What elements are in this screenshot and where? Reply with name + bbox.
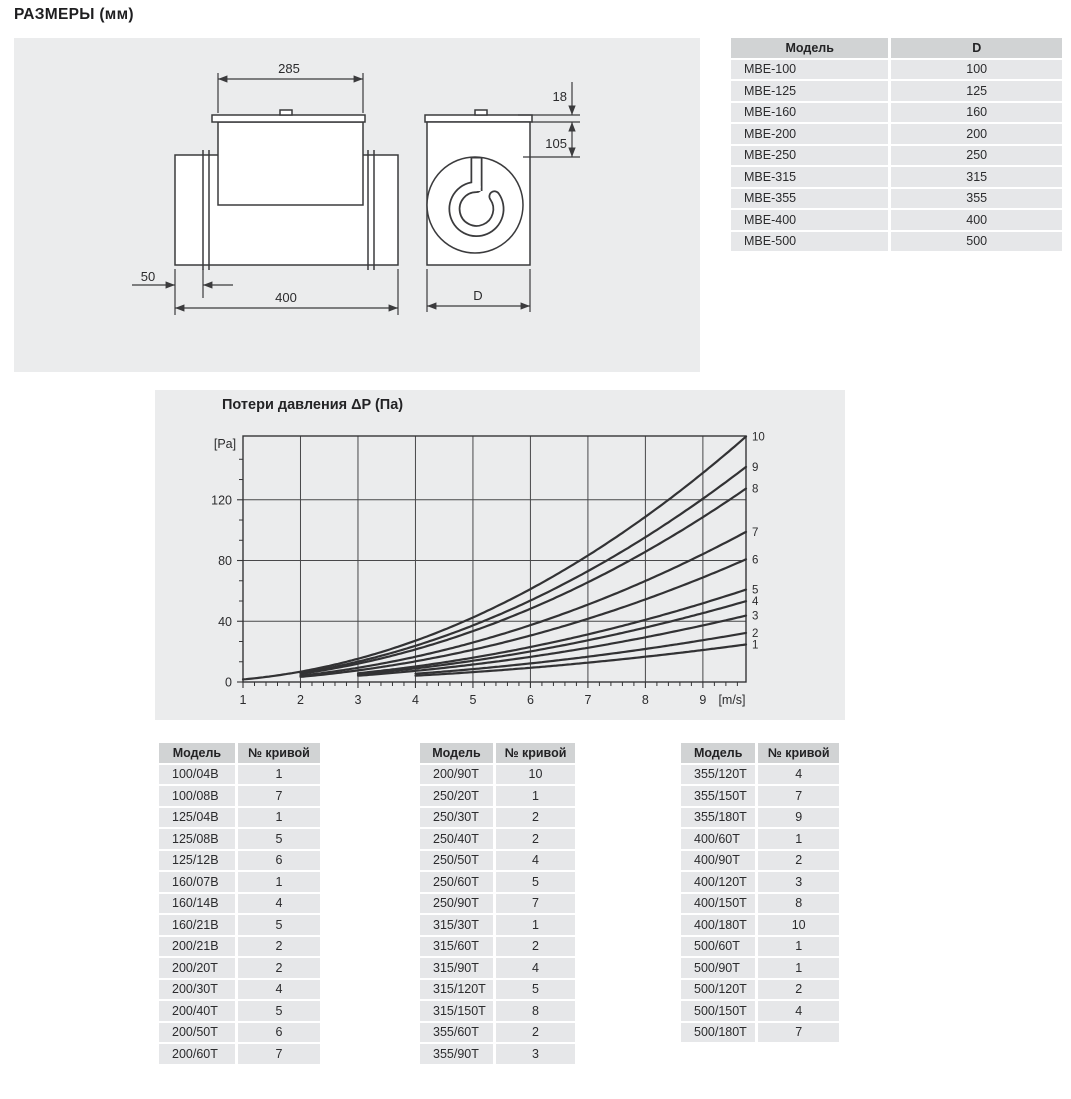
model-cell: 400/90Т: [681, 851, 755, 871]
model-cell: 250/20Т: [420, 786, 493, 806]
dim-50-label: 50: [140, 269, 156, 284]
x-tick-label: 5: [469, 693, 477, 707]
value-cell: 8: [496, 1001, 575, 1021]
model-cell: 200/50Т: [159, 1023, 235, 1043]
table-row: [420, 872, 575, 892]
table-row: [420, 765, 575, 785]
table-row: [420, 786, 575, 806]
value-cell: 1: [758, 829, 839, 849]
model-cell: МВЕ-100: [731, 60, 888, 80]
value-cell: 7: [758, 786, 839, 806]
model-cell: МВЕ-355: [731, 189, 888, 209]
x-tick-label: 7: [584, 693, 592, 707]
table-row: [159, 808, 320, 828]
y-tick-label: 80: [218, 554, 232, 569]
terminal-box-cover-end: [425, 115, 532, 122]
table-header-row: [159, 743, 320, 763]
model-cell: 100/08В: [159, 786, 235, 806]
curve-label-9: 9: [752, 461, 759, 474]
value-cell: 2: [496, 808, 575, 828]
x-tick-label: 8: [641, 693, 649, 707]
value-cell: 400: [891, 210, 1062, 230]
table-row: [681, 915, 839, 935]
model-cell: 200/20Т: [159, 958, 235, 978]
value-cell: 200: [891, 124, 1062, 144]
table-row: [681, 1001, 839, 1021]
table-row: [159, 980, 320, 1000]
table-row: [159, 894, 320, 914]
value-cell: 500: [891, 232, 1062, 252]
value-cell: 5: [496, 980, 575, 1000]
value-cell: 5: [238, 1001, 320, 1021]
model-cell: 355/120Т: [681, 765, 755, 785]
dimensions-drawing-panel: [14, 38, 700, 372]
column-header-model: Модель: [159, 743, 235, 763]
table-row: [681, 786, 839, 806]
model-cell: МВЕ-400: [731, 210, 888, 230]
table-row: [159, 872, 320, 892]
table-row: [420, 980, 575, 1000]
column-header-model: Модель: [731, 38, 888, 58]
table-row: [159, 829, 320, 849]
model-cell: 355/60Т: [420, 1023, 493, 1043]
value-cell: 1: [758, 958, 839, 978]
model-cell: 200/90Т: [420, 765, 493, 785]
model-cell: 400/150Т: [681, 894, 755, 914]
curve-2: [416, 633, 747, 674]
model-cell: 160/21В: [159, 915, 235, 935]
value-cell: 250: [891, 146, 1062, 166]
y-tick-label: 120: [211, 493, 232, 508]
table-row: [681, 980, 839, 1000]
model-cell: 315/90Т: [420, 958, 493, 978]
value-cell: 1: [238, 765, 320, 785]
table-row: [731, 189, 1062, 209]
value-cell: 2: [496, 829, 575, 849]
value-cell: 160: [891, 103, 1062, 123]
value-cell: 2: [758, 980, 839, 1000]
curve-label-10: 10: [752, 431, 765, 444]
model-cell: 200/60Т: [159, 1044, 235, 1064]
model-cell: МВЕ-250: [731, 146, 888, 166]
duct-heater-drawing: [14, 38, 700, 372]
x-tick-label: 9: [699, 693, 707, 707]
table-row: [681, 765, 839, 785]
table-row: [731, 146, 1062, 166]
model-cell: 160/14В: [159, 894, 235, 914]
dim-105-label: 105: [545, 136, 567, 151]
curve-table-2: [417, 741, 578, 1066]
table-row: [681, 937, 839, 957]
dim-400-label: 400: [275, 290, 297, 305]
curve-table-1: [156, 741, 323, 1066]
model-cell: 250/40Т: [420, 829, 493, 849]
value-cell: 7: [496, 894, 575, 914]
value-cell: 1: [758, 937, 839, 957]
model-cell: 125/08В: [159, 829, 235, 849]
curve-table-1-wrap: [156, 741, 323, 1066]
table-row: [420, 958, 575, 978]
table-row: [681, 829, 839, 849]
curve-label-1: 1: [752, 639, 759, 652]
table-row: [159, 786, 320, 806]
model-cell: 500/90Т: [681, 958, 755, 978]
value-cell: 4: [496, 851, 575, 871]
value-cell: 4: [238, 894, 320, 914]
terminal-box: [218, 122, 363, 205]
value-cell: 4: [238, 980, 320, 1000]
value-cell: 7: [238, 1044, 320, 1064]
value-cell: 4: [758, 1001, 839, 1021]
table-row: [159, 1044, 320, 1064]
chart-title: Потери давления ΔP (Па): [222, 397, 404, 413]
x-tick-label: 1: [239, 693, 247, 707]
table-row: [731, 81, 1062, 101]
model-cell: МВЕ-125: [731, 81, 888, 101]
model-cell: 500/60Т: [681, 937, 755, 957]
value-cell: 3: [758, 872, 839, 892]
model-cell: 200/40Т: [159, 1001, 235, 1021]
page-title: РАЗМЕРЫ (мм): [14, 6, 134, 23]
model-cell: 250/90Т: [420, 894, 493, 914]
model-cell: 400/60Т: [681, 829, 755, 849]
table-row: [731, 103, 1062, 123]
table-row: [731, 232, 1062, 252]
table-row: [731, 167, 1062, 187]
dim-d-label: D: [473, 288, 483, 303]
curve-label-7: 7: [752, 526, 759, 539]
model-cell: 500/120Т: [681, 980, 755, 1000]
y-tick-label: 40: [218, 614, 232, 629]
table-row: [159, 851, 320, 871]
curve-label-4: 4: [752, 596, 759, 609]
table-header-row: [681, 743, 839, 763]
value-cell: 125: [891, 81, 1062, 101]
curve-4: [358, 601, 746, 674]
curve-9: [301, 467, 747, 673]
x-tick-label: 2: [297, 693, 304, 707]
model-cell: 160/07В: [159, 872, 235, 892]
side-view: [175, 110, 398, 270]
column-header-curve: № кривой: [238, 743, 320, 763]
model-cell: 200/30Т: [159, 980, 235, 1000]
table-row: [681, 808, 839, 828]
pressure-loss-chart: [155, 390, 845, 720]
value-cell: 5: [238, 829, 320, 849]
table-header-row: [731, 38, 1062, 58]
value-cell: 1: [496, 786, 575, 806]
column-header-d: D: [891, 38, 1062, 58]
model-cell: 315/150Т: [420, 1001, 493, 1021]
table-row: [731, 124, 1062, 144]
curve-table-3-wrap: [678, 741, 842, 1044]
y-tick-label: 0: [225, 675, 232, 690]
value-cell: 315: [891, 167, 1062, 187]
table-row: [159, 765, 320, 785]
model-cell: 500/180Т: [681, 1023, 755, 1043]
column-header-model: Модель: [681, 743, 755, 763]
model-cell: 125/12В: [159, 851, 235, 871]
value-cell: 2: [496, 1023, 575, 1043]
x-tick-label: 4: [411, 693, 419, 707]
table-row: [159, 1023, 320, 1043]
terminal-box-cover: [212, 115, 365, 122]
x-axis-unit-label: [m/s]: [718, 693, 746, 707]
value-cell: 5: [496, 872, 575, 892]
cover-knob-end: [475, 110, 487, 115]
dim-285-label: 285: [278, 61, 300, 76]
table-row: [420, 894, 575, 914]
table-row: [681, 894, 839, 914]
value-cell: 100: [891, 60, 1062, 80]
y-axis-unit-label: [Pa]: [213, 437, 237, 451]
model-cell: 125/04В: [159, 808, 235, 828]
value-cell: 10: [496, 765, 575, 785]
dim-18-label: 18: [552, 89, 567, 104]
value-cell: 3: [496, 1044, 575, 1064]
curve-10: [243, 437, 746, 680]
value-cell: 2: [238, 958, 320, 978]
value-cell: 2: [758, 851, 839, 871]
value-cell: 355: [891, 189, 1062, 209]
table-row: [420, 851, 575, 871]
curve-label-2: 2: [752, 627, 759, 640]
column-header-curve: № кривой: [758, 743, 839, 763]
model-cell: МВЕ-160: [731, 103, 888, 123]
model-cell: 315/120Т: [420, 980, 493, 1000]
x-tick-label: 6: [526, 693, 534, 707]
model-cell: 315/60Т: [420, 937, 493, 957]
model-cell: МВЕ-315: [731, 167, 888, 187]
value-cell: 1: [238, 872, 320, 892]
curve-label-5: 5: [752, 584, 759, 597]
column-header-model: Модель: [420, 743, 493, 763]
table-row: [420, 1023, 575, 1043]
model-cell: 400/120Т: [681, 872, 755, 892]
value-cell: 8: [758, 894, 839, 914]
model-cell: 250/60Т: [420, 872, 493, 892]
curve-label-8: 8: [752, 483, 759, 496]
model-cell: 355/180Т: [681, 808, 755, 828]
value-cell: 5: [238, 915, 320, 935]
model-cell: МВЕ-500: [731, 232, 888, 252]
column-header-curve: № кривой: [496, 743, 575, 763]
table-row: [159, 1001, 320, 1021]
curve-table-3: [678, 741, 842, 1044]
curve-table-2-wrap: [417, 741, 578, 1066]
table-row: [420, 1044, 575, 1064]
table-row: [159, 915, 320, 935]
table-header-row: [420, 743, 575, 763]
table-row: [731, 210, 1062, 230]
model-cell: 250/50Т: [420, 851, 493, 871]
model-diameter-table-wrap: [728, 36, 1065, 253]
value-cell: 9: [758, 808, 839, 828]
value-cell: 7: [758, 1023, 839, 1043]
value-cell: 2: [496, 937, 575, 957]
pressure-loss-chart-panel: [155, 390, 845, 720]
model-cell: 200/21В: [159, 937, 235, 957]
cover-knob: [280, 110, 292, 115]
table-row: [681, 1023, 839, 1043]
value-cell: 1: [238, 808, 320, 828]
table-row: [420, 937, 575, 957]
table-row: [420, 808, 575, 828]
x-tick-label: 3: [354, 693, 362, 707]
table-row: [681, 872, 839, 892]
table-row: [420, 915, 575, 935]
model-cell: 100/04В: [159, 765, 235, 785]
value-cell: 7: [238, 786, 320, 806]
model-cell: 500/150Т: [681, 1001, 755, 1021]
table-row: [420, 829, 575, 849]
model-cell: 250/30Т: [420, 808, 493, 828]
model-cell: 315/30Т: [420, 915, 493, 935]
value-cell: 6: [238, 851, 320, 871]
value-cell: 10: [758, 915, 839, 935]
curve-label-6: 6: [752, 554, 759, 567]
value-cell: 6: [238, 1023, 320, 1043]
table-row: [420, 1001, 575, 1021]
table-row: [681, 958, 839, 978]
model-cell: 355/90Т: [420, 1044, 493, 1064]
table-row: [681, 851, 839, 871]
model-cell: 355/150Т: [681, 786, 755, 806]
value-cell: 2: [238, 937, 320, 957]
model-cell: 400/180Т: [681, 915, 755, 935]
value-cell: 4: [758, 765, 839, 785]
value-cell: 4: [496, 958, 575, 978]
table-row: [731, 60, 1062, 80]
curve-label-3: 3: [752, 610, 759, 623]
model-diameter-table: [728, 36, 1065, 253]
model-cell: МВЕ-200: [731, 124, 888, 144]
table-row: [159, 937, 320, 957]
value-cell: 1: [496, 915, 575, 935]
table-row: [159, 958, 320, 978]
